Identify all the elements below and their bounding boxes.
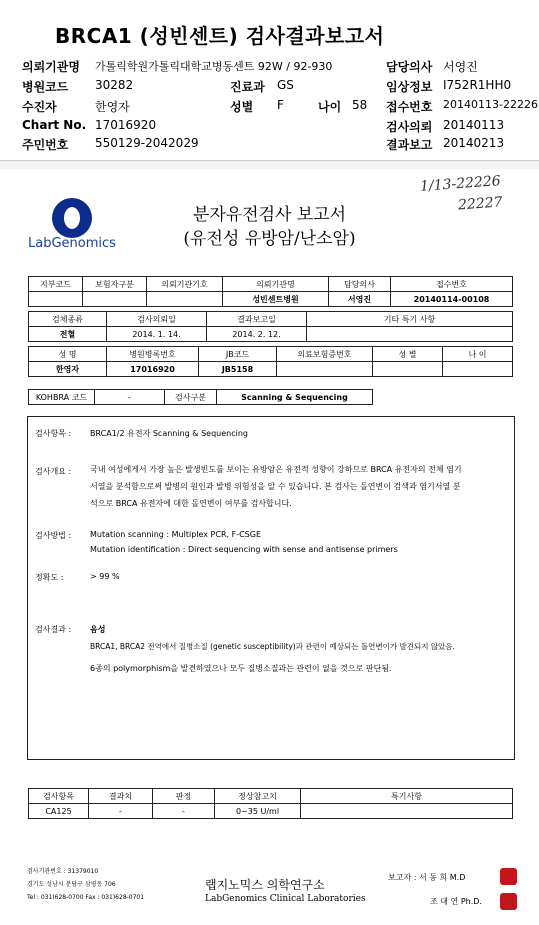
table-cell [147, 292, 223, 307]
table-cell: JB코드 [199, 347, 277, 362]
reporter: 보고자 : 서 동 희 M.D [388, 873, 466, 882]
specimen-table [28, 311, 513, 342]
result-line: BRCA1, BRCA2 전역에서 질병소질 (genetic susceptibility)과 관련이 예상되는 돌연변이가 발견되지 않았음. [90, 642, 455, 651]
table-cell: 나 이 [443, 347, 513, 362]
header-label: 주민번호 [22, 138, 69, 152]
table-cell [443, 362, 513, 377]
table-cell: 17016920 [107, 362, 199, 377]
logo-text: LabGenomics [28, 236, 116, 251]
handwritten-note: 1/13-22226 [419, 173, 502, 195]
overview-line: 석으로 BRCA 유전자에 대한 돌연변이 여부를 검사합니다. [90, 499, 292, 508]
header-value: 가톨릭학원가톨릭대학교병동센트 92W / 92-930 [95, 60, 333, 73]
report-title: BRCA1 (성빈센트) 검사결과보고서 [55, 24, 385, 48]
table-cell [373, 362, 443, 377]
header-value: 20140113 [443, 118, 505, 132]
accuracy-label: 정확도 : [35, 573, 64, 582]
page-separator [0, 160, 539, 169]
sex-value: F [277, 98, 284, 112]
header-label: Chart No. [22, 118, 87, 132]
footer-line: 경기도 성남시 분당구 삼평동 706 [27, 881, 116, 888]
table-row [29, 804, 513, 819]
sex-label: 성별 [230, 100, 254, 114]
patient-table [28, 346, 513, 377]
lab-name: 랩지노믹스 의학연구소 [205, 878, 325, 892]
table-cell: 2014. 1. 14. [107, 327, 207, 342]
table-cell [301, 804, 513, 819]
item-value: BRCA1/2 유전자 Scanning & Sequencing [90, 429, 248, 438]
age-label: 나이 [318, 100, 342, 114]
table-cell: 20140114-00108 [391, 292, 513, 307]
table-cell: 판정 [153, 789, 215, 804]
lab-name-en: LabGenomics Clinical Laboratories [205, 894, 366, 904]
table-cell [29, 292, 83, 307]
seal-stamp-icon [500, 893, 517, 910]
header-label: 담당의사 [386, 60, 433, 74]
table-cell: 특기사항 [301, 789, 513, 804]
dept-label: 진료과 [230, 80, 265, 94]
table-cell: 지부코드 [29, 277, 83, 292]
table-row [29, 312, 513, 327]
overview-line: 서열을 분석함으로써 발병의 원인과 발병 위험성을 알 수 있습니다. 본 검사는 돌연변이 검색과 염기서열 분 [90, 482, 461, 491]
table-cell: 검체종류 [29, 312, 107, 327]
table-cell: 의뢰기관기호 [147, 277, 223, 292]
table-row [29, 789, 513, 804]
table-cell: 성빈센트병원 [223, 292, 329, 307]
table-cell: Scanning & Sequencing [217, 390, 373, 405]
method-label: 검사방법 : [35, 531, 72, 540]
age-value: 58 [352, 98, 368, 112]
table-cell: - [153, 804, 215, 819]
table-cell: 0~35 U/ml [215, 804, 301, 819]
table-cell [277, 362, 373, 377]
overview-label: 검사개요 : [35, 467, 72, 476]
dept-value: GS [277, 78, 294, 92]
header-value: 20140113-22226 [443, 98, 538, 111]
handwritten-note: 22227 [457, 194, 504, 214]
table-cell: 검사의뢰일 [107, 312, 207, 327]
table-cell [83, 292, 147, 307]
reporter: 조 대 연 Ph.D. [430, 897, 482, 906]
method-line: Mutation identification : Direct sequencing with sense and antisense primers [90, 545, 398, 554]
table-cell: 검사항목 [29, 789, 89, 804]
table-cell: 결과보고일 [207, 312, 307, 327]
table-row [29, 390, 373, 405]
table-cell: 의료보험증번호 [277, 347, 373, 362]
table-cell: 전혈 [29, 327, 107, 342]
patient-info-table [28, 276, 513, 307]
table-row [29, 327, 513, 342]
accuracy-value: > 99 % [90, 572, 120, 581]
table-cell: 보험자구분 [83, 277, 147, 292]
table-cell: 접수번호 [391, 277, 513, 292]
header-label: 수진자 [22, 100, 57, 114]
table-cell: 결과치 [89, 789, 153, 804]
marker-table [28, 788, 513, 819]
table-cell: 기타 특기 사항 [307, 312, 513, 327]
table-cell: 병원병록번호 [107, 347, 199, 362]
table-cell [307, 327, 513, 342]
header-value: 한영자 [95, 100, 130, 114]
header-label: 임상정보 [386, 80, 433, 94]
kohbra-table [28, 389, 373, 405]
overview-line: 국내 여성에게서 가장 높은 발생빈도를 보이는 유방암은 유전적 성향이 강하므로 BRCA 유전자의 전체 염기 [90, 465, 462, 474]
table-cell: 담당의사 [329, 277, 391, 292]
header-value: I752R1HH0 [443, 78, 512, 92]
table-cell: 성 명 [29, 347, 107, 362]
header-value: 17016920 [95, 118, 157, 132]
header-value: 20140213 [443, 136, 505, 150]
header-label: 검사의뢰 [386, 120, 433, 134]
table-cell: 정상참고치 [215, 789, 301, 804]
seal-stamp-icon [500, 868, 517, 885]
table-cell: KOHBRA 코드 [29, 390, 95, 405]
method-line: Mutation scanning : Multiplex PCR, F-CSGE [90, 530, 262, 539]
table-cell: 검사구분 [165, 390, 217, 405]
table-cell: 성 별 [373, 347, 443, 362]
table-row [29, 292, 513, 307]
table-cell: - [89, 804, 153, 819]
table-cell: CA125 [29, 804, 89, 819]
result-value: 음성 [90, 625, 106, 634]
result-line: 6종의 polymorphism을 발견하였으나 모두 질병소질과는 관련이 없을 것으로 판단됨. [90, 664, 392, 673]
header-value: 서영진 [443, 60, 478, 74]
table-cell: JB5158 [199, 362, 277, 377]
table-cell: 한영자 [29, 362, 107, 377]
result-label: 검사결과 : [35, 625, 72, 634]
table-row [29, 347, 513, 362]
header-label: 결과보고 [386, 138, 433, 152]
table-row [29, 362, 513, 377]
table-cell: - [95, 390, 165, 405]
header-label: 의뢰기관명 [22, 60, 80, 74]
header-value: 550129-2042029 [95, 136, 199, 150]
header-label: 병원코드 [22, 80, 69, 94]
header-label: 접수번호 [386, 100, 433, 114]
report-subheading: (유전성 유방암/난소암) [183, 229, 356, 249]
footer-line: 검사기관번호 : 31379010 [27, 868, 99, 875]
header-value: 30282 [95, 78, 134, 92]
table-row [29, 277, 513, 292]
report-heading: 분자유전검사 보고서 [192, 205, 347, 225]
footer-line: Tel : 031)628-0700 Fax : 031)628-0701 [27, 894, 145, 901]
table-cell: 2014. 2. 12. [207, 327, 307, 342]
table-cell: 의뢰기관명 [223, 277, 329, 292]
table-cell: 서영진 [329, 292, 391, 307]
item-label: 검사항목 : [35, 429, 72, 438]
